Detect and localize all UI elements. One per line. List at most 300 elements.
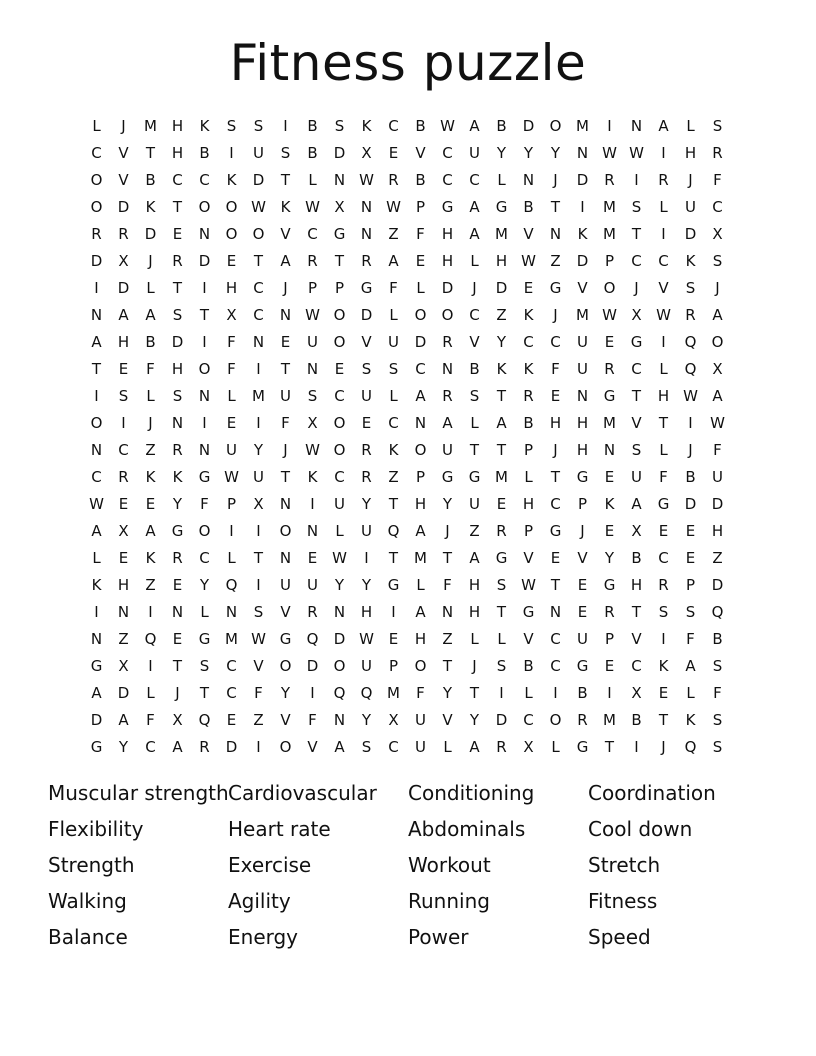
grid-letter: V xyxy=(253,657,264,675)
grid-letter: U xyxy=(307,576,318,594)
grid-letter: O xyxy=(414,441,427,459)
grid-letter: K xyxy=(145,198,156,216)
grid-letter: V xyxy=(118,171,129,189)
word-list-item: Cardiovascular xyxy=(228,781,377,805)
grid-row xyxy=(83,518,733,545)
grid-letter: L xyxy=(470,414,479,432)
grid-letter: W xyxy=(683,387,698,405)
grid-letter: E xyxy=(550,387,561,405)
grid-letter: N xyxy=(279,306,292,324)
grid-letter: D xyxy=(117,279,130,297)
grid-letter: S xyxy=(712,252,723,270)
grid-letter: M xyxy=(387,684,400,702)
grid-letter: C xyxy=(550,657,561,675)
grid-letter: O xyxy=(414,306,427,324)
grid-letter: I xyxy=(229,522,234,540)
grid-letter: T xyxy=(469,684,480,702)
grid-letter: T xyxy=(172,198,183,216)
grid-letter: L xyxy=(470,630,479,648)
grid-letter: T xyxy=(550,576,561,594)
grid-letter: A xyxy=(280,252,291,270)
grid-letter: D xyxy=(144,225,157,243)
grid-letter: W xyxy=(224,468,239,486)
grid-letter: T xyxy=(658,711,669,729)
grid-letter: G xyxy=(576,468,589,486)
grid-letter: O xyxy=(441,306,454,324)
grid-letter: E xyxy=(550,549,561,567)
grid-letter: R xyxy=(307,252,318,270)
grid-row xyxy=(83,113,733,140)
grid-letter: R xyxy=(118,468,129,486)
grid-letter: V xyxy=(442,711,453,729)
grid-letter: Q xyxy=(225,576,238,594)
grid-letter: L xyxy=(524,684,533,702)
grid-letter: V xyxy=(523,225,534,243)
grid-letter: T xyxy=(658,414,669,432)
grid-letter: Y xyxy=(199,576,210,594)
grid-letter: L xyxy=(686,117,695,135)
grid-letter: B xyxy=(145,333,156,351)
grid-letter: E xyxy=(361,414,372,432)
grid-letter: A xyxy=(658,117,669,135)
grid-letter: W xyxy=(602,144,617,162)
grid-letter: K xyxy=(172,468,183,486)
grid-letter: J xyxy=(445,522,450,540)
grid-letter: N xyxy=(198,225,211,243)
grid-letter: J xyxy=(715,279,720,297)
grid-letter: U xyxy=(442,441,453,459)
grid-letter: L xyxy=(92,117,101,135)
grid-letter: C xyxy=(712,198,723,216)
grid-letter: D xyxy=(225,738,238,756)
grid-letter: O xyxy=(279,522,292,540)
grid-letter: L xyxy=(227,387,236,405)
grid-letter: E xyxy=(118,360,129,378)
grid-letter: R xyxy=(199,738,210,756)
grid-letter: C xyxy=(91,468,102,486)
grid-letter: I xyxy=(661,333,666,351)
grid-letter: Y xyxy=(442,495,453,513)
grid-letter: M xyxy=(603,225,616,243)
grid-letter: I xyxy=(634,171,639,189)
grid-letter: T xyxy=(388,495,399,513)
grid-letter: I xyxy=(499,684,504,702)
grid-letter: P xyxy=(523,522,534,540)
word-list-item: Abdominals xyxy=(408,817,526,841)
grid-letter: Y xyxy=(469,711,480,729)
grid-letter: Z xyxy=(253,711,264,729)
grid-letter: A xyxy=(334,738,345,756)
grid-letter: J xyxy=(553,171,558,189)
grid-row xyxy=(83,491,733,518)
grid-letter: I xyxy=(256,738,261,756)
grid-letter: E xyxy=(658,522,669,540)
grid-row xyxy=(83,626,733,653)
grid-letter: C xyxy=(442,171,453,189)
grid-letter: D xyxy=(522,117,535,135)
grid-row xyxy=(83,383,733,410)
word-list-item: Stretch xyxy=(588,853,661,877)
grid-letter: N xyxy=(522,171,535,189)
grid-letter: U xyxy=(361,657,372,675)
grid-letter: G xyxy=(198,468,211,486)
grid-letter: M xyxy=(414,549,427,567)
grid-letter: T xyxy=(631,603,642,621)
grid-letter: F xyxy=(551,360,560,378)
grid-letter: X xyxy=(118,657,129,675)
grid-letter: W xyxy=(305,198,320,216)
grid-letter: C xyxy=(550,333,561,351)
grid-letter: I xyxy=(256,360,261,378)
grid-letter: O xyxy=(279,738,292,756)
grid-letter: K xyxy=(577,225,588,243)
word-list-item: Heart rate xyxy=(228,817,331,841)
grid-letter: V xyxy=(280,225,291,243)
grid-letter: N xyxy=(441,360,454,378)
grid-letter: V xyxy=(631,414,642,432)
grid-letter: V xyxy=(658,279,669,297)
grid-row xyxy=(83,167,733,194)
grid-letter: O xyxy=(198,198,211,216)
grid-letter: R xyxy=(577,711,588,729)
grid-letter: M xyxy=(225,630,238,648)
grid-letter: W xyxy=(305,306,320,324)
grid-letter: R xyxy=(361,468,372,486)
grid-letter: L xyxy=(227,549,236,567)
grid-letter: X xyxy=(118,522,129,540)
grid-row xyxy=(83,680,733,707)
grid-letter: L xyxy=(551,738,560,756)
grid-letter: S xyxy=(334,117,345,135)
grid-letter: U xyxy=(280,576,291,594)
grid-letter: J xyxy=(283,279,288,297)
grid-letter: L xyxy=(146,279,155,297)
grid-letter: M xyxy=(603,711,616,729)
grid-letter: K xyxy=(388,441,399,459)
grid-letter: D xyxy=(117,198,130,216)
grid-letter: E xyxy=(685,522,696,540)
grid-letter: O xyxy=(333,441,346,459)
grid-letter: G xyxy=(630,333,643,351)
grid-letter: E xyxy=(604,522,615,540)
grid-letter: W xyxy=(332,549,347,567)
grid-letter: L xyxy=(335,522,344,540)
grid-letter: C xyxy=(550,630,561,648)
grid-letter: N xyxy=(171,603,184,621)
grid-letter: Q xyxy=(360,684,373,702)
grid-letter: L xyxy=(524,468,533,486)
grid-letter: Y xyxy=(496,333,507,351)
grid-letter: W xyxy=(89,495,104,513)
grid-letter: C xyxy=(388,117,399,135)
grid-letter: A xyxy=(415,387,426,405)
grid-letter: L xyxy=(470,252,479,270)
grid-letter: N xyxy=(333,711,346,729)
grid-letter: T xyxy=(199,684,210,702)
grid-letter: Q xyxy=(198,711,211,729)
grid-letter: B xyxy=(712,630,723,648)
grid-letter: Q xyxy=(387,522,400,540)
grid-letter: N xyxy=(306,522,319,540)
grid-letter: W xyxy=(521,252,536,270)
grid-letter: N xyxy=(549,225,562,243)
grid-letter: N xyxy=(306,360,319,378)
grid-letter: T xyxy=(631,387,642,405)
grid-letter: X xyxy=(712,225,723,243)
grid-letter: A xyxy=(685,657,696,675)
grid-letter: J xyxy=(553,306,558,324)
grid-letter: L xyxy=(389,387,398,405)
grid-letter: H xyxy=(171,360,184,378)
grid-letter: I xyxy=(283,117,288,135)
grid-letter: B xyxy=(631,549,642,567)
grid-letter: T xyxy=(280,171,291,189)
grid-letter: P xyxy=(523,441,534,459)
grid-letter: J xyxy=(472,657,477,675)
grid-row xyxy=(83,302,733,329)
grid-letter: I xyxy=(256,522,261,540)
grid-letter: C xyxy=(253,306,264,324)
grid-letter: E xyxy=(523,279,534,297)
grid-letter: D xyxy=(414,333,427,351)
grid-letter: V xyxy=(280,603,291,621)
grid-letter: O xyxy=(198,522,211,540)
word-list-item: Coordination xyxy=(588,781,716,805)
grid-letter: M xyxy=(576,306,589,324)
grid-letter: R xyxy=(442,333,453,351)
grid-letter: Q xyxy=(711,603,724,621)
grid-letter: N xyxy=(549,603,562,621)
grid-letter: W xyxy=(359,630,374,648)
grid-letter: D xyxy=(306,657,319,675)
grid-letter: K xyxy=(226,171,237,189)
grid-letter: R xyxy=(361,252,372,270)
grid-letter: Z xyxy=(496,306,507,324)
grid-letter: D xyxy=(198,252,211,270)
grid-letter: N xyxy=(333,603,346,621)
grid-letter: Q xyxy=(684,360,697,378)
grid-letter: P xyxy=(415,198,426,216)
grid-letter: S xyxy=(253,117,264,135)
grid-letter: U xyxy=(712,468,723,486)
grid-letter: Q xyxy=(306,630,319,648)
grid-letter: Y xyxy=(172,495,183,513)
grid-letter: D xyxy=(711,495,724,513)
grid-letter: X xyxy=(361,144,372,162)
grid-letter: V xyxy=(523,549,534,567)
word-list-item: Running xyxy=(408,889,490,913)
grid-letter: O xyxy=(603,279,616,297)
grid-letter: C xyxy=(199,549,210,567)
grid-letter: T xyxy=(280,468,291,486)
grid-letter: J xyxy=(283,441,288,459)
grid-letter: B xyxy=(577,684,588,702)
grid-letter: E xyxy=(658,684,669,702)
grid-letter: K xyxy=(604,495,615,513)
grid-letter: I xyxy=(229,144,234,162)
puzzle-title: Fitness puzzle xyxy=(229,34,587,92)
grid-letter: E xyxy=(496,495,507,513)
grid-letter: Y xyxy=(442,684,453,702)
grid-letter: I xyxy=(202,414,207,432)
word-list-item: Speed xyxy=(588,925,651,949)
grid-letter: C xyxy=(523,333,534,351)
grid-letter: R xyxy=(658,171,669,189)
grid-letter: H xyxy=(468,603,481,621)
grid-letter: R xyxy=(658,576,669,594)
grid-letter: X xyxy=(523,738,534,756)
grid-letter: I xyxy=(202,333,207,351)
grid-letter: D xyxy=(495,279,508,297)
grid-letter: A xyxy=(469,549,480,567)
grid-letter: E xyxy=(415,252,426,270)
grid-letter: F xyxy=(686,630,695,648)
grid-letter: H xyxy=(576,414,589,432)
grid-letter: E xyxy=(604,657,615,675)
grid-letter: F xyxy=(227,333,236,351)
grid-letter: O xyxy=(225,198,238,216)
grid-letter: V xyxy=(631,630,642,648)
grid-letter: X xyxy=(631,684,642,702)
grid-letter: I xyxy=(364,549,369,567)
grid-letter: Y xyxy=(361,576,372,594)
grid-letter: T xyxy=(91,360,102,378)
grid-letter: E xyxy=(172,225,183,243)
grid-letter: M xyxy=(144,117,157,135)
grid-letter: C xyxy=(442,144,453,162)
grid-letter: G xyxy=(441,468,454,486)
grid-letter: H xyxy=(711,522,724,540)
grid-letter: C xyxy=(523,711,534,729)
grid-letter: R xyxy=(496,738,507,756)
grid-letter: K xyxy=(685,252,696,270)
grid-letter: C xyxy=(550,495,561,513)
grid-letter: B xyxy=(523,414,534,432)
grid-letter: P xyxy=(577,495,588,513)
grid-letter: G xyxy=(468,468,481,486)
grid-letter: S xyxy=(361,360,372,378)
grid-letter: L xyxy=(443,738,452,756)
grid-letter: X xyxy=(226,306,237,324)
grid-letter: D xyxy=(684,225,697,243)
grid-letter: N xyxy=(414,414,427,432)
grid-row xyxy=(83,248,733,275)
grid-letter: H xyxy=(522,495,535,513)
grid-letter: F xyxy=(416,225,425,243)
grid-letter: E xyxy=(280,333,291,351)
grid-letter: K xyxy=(91,576,102,594)
grid-letter: N xyxy=(90,441,103,459)
grid-letter: Z xyxy=(388,225,399,243)
grid-letter: W xyxy=(629,144,644,162)
grid-letter: K xyxy=(145,468,156,486)
grid-letter: E xyxy=(172,630,183,648)
grid-letter: W xyxy=(521,576,536,594)
grid-letter: L xyxy=(200,603,209,621)
grid-letter: A xyxy=(91,522,102,540)
grid-letter: H xyxy=(630,576,643,594)
grid-letter: C xyxy=(334,468,345,486)
grid-letter: E xyxy=(226,414,237,432)
word-list-item: Conditioning xyxy=(408,781,535,805)
grid-letter: C xyxy=(631,657,642,675)
grid-letter: Y xyxy=(523,144,534,162)
grid-letter: C xyxy=(388,414,399,432)
grid-letter: W xyxy=(602,306,617,324)
grid-letter: A xyxy=(469,198,480,216)
grid-letter: Z xyxy=(442,630,453,648)
grid-letter: N xyxy=(90,306,103,324)
grid-letter: L xyxy=(416,576,425,594)
grid-letter: E xyxy=(388,144,399,162)
grid-row xyxy=(83,356,733,383)
grid-letter: K xyxy=(307,468,318,486)
grid-letter: P xyxy=(415,468,426,486)
grid-letter: N xyxy=(576,144,589,162)
grid-letter: O xyxy=(333,414,346,432)
grid-letter: G xyxy=(522,603,535,621)
grid-letter: M xyxy=(603,198,616,216)
grid-letter: K xyxy=(361,117,372,135)
grid-letter: M xyxy=(495,468,508,486)
grid-letter: X xyxy=(172,711,183,729)
grid-letter: P xyxy=(334,279,345,297)
grid-letter: X xyxy=(334,198,345,216)
grid-letter: O xyxy=(90,171,103,189)
grid-letter: B xyxy=(523,657,534,675)
grid-letter: B xyxy=(199,144,210,162)
grid-letter: C xyxy=(631,252,642,270)
grid-letter: N xyxy=(441,603,454,621)
grid-letter: P xyxy=(685,576,696,594)
grid-letter: T xyxy=(631,225,642,243)
grid-letter: P xyxy=(307,279,318,297)
grid-row xyxy=(83,329,733,356)
grid-letter: T xyxy=(496,603,507,621)
grid-letter: Z xyxy=(550,252,561,270)
grid-letter: J xyxy=(580,522,585,540)
grid-letter: I xyxy=(661,225,666,243)
grid-letter: R xyxy=(604,603,615,621)
grid-letter: R xyxy=(523,387,534,405)
grid-letter: R xyxy=(361,441,372,459)
grid-letter: U xyxy=(685,198,696,216)
grid-letter: C xyxy=(145,738,156,756)
grid-letter: L xyxy=(497,630,506,648)
grid-letter: U xyxy=(388,333,399,351)
grid-letter: U xyxy=(577,360,588,378)
grid-letter: J xyxy=(121,117,126,135)
grid-letter: U xyxy=(307,333,318,351)
grid-letter: L xyxy=(92,549,101,567)
grid-letter: D xyxy=(360,306,373,324)
grid-letter: T xyxy=(145,144,156,162)
grid-letter: B xyxy=(523,198,534,216)
grid-row xyxy=(83,221,733,248)
grid-letter: H xyxy=(576,441,589,459)
grid-letter: B xyxy=(307,117,318,135)
grid-letter: U xyxy=(469,144,480,162)
grid-letter: G xyxy=(90,657,103,675)
grid-letter: G xyxy=(603,576,616,594)
grid-row xyxy=(83,599,733,626)
grid-letter: S xyxy=(712,738,723,756)
grid-letter: B xyxy=(145,171,156,189)
grid-letter: O xyxy=(252,225,265,243)
word-list-item: Cool down xyxy=(588,817,693,841)
grid-letter: D xyxy=(90,711,103,729)
grid-letter: N xyxy=(171,414,184,432)
